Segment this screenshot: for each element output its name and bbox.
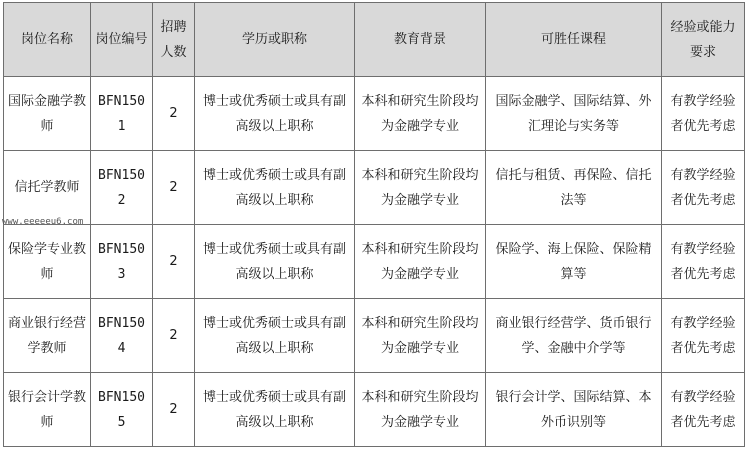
- table-row: [4, 77, 745, 151]
- header-education-background: 教育背景: [355, 3, 486, 77]
- table-row: [4, 225, 745, 299]
- cell-education-background: 本科和研究生阶段均为金融学专业: [355, 225, 486, 299]
- cell-position-name: 保险学专业教师: [4, 225, 91, 299]
- header-row: [4, 3, 745, 77]
- cell-position-code: BFN1504: [91, 299, 153, 373]
- cell-recruit-count: 2: [153, 77, 195, 151]
- cell-courses: 国际金融学、国际结算、外汇理论与实务等: [486, 77, 662, 151]
- header-recruit-count: 招聘人数: [153, 3, 195, 77]
- cell-recruit-count: 2: [153, 299, 195, 373]
- cell-position-code: BFN1502: [91, 151, 153, 225]
- cell-recruit-count: 2: [153, 151, 195, 225]
- cell-degree: 博士或优秀硕士或具有副高级以上职称: [195, 299, 355, 373]
- cell-degree: 博士或优秀硕士或具有副高级以上职称: [195, 77, 355, 151]
- cell-position-name: 信托学教师: [4, 151, 91, 225]
- cell-position-name: 商业银行经营学教师: [4, 299, 91, 373]
- cell-education-background: 本科和研究生阶段均为金融学专业: [355, 299, 486, 373]
- cell-courses: 信托与租赁、再保险、信托法等: [486, 151, 662, 225]
- cell-position-code: BFN1503: [91, 225, 153, 299]
- table-row: [4, 151, 745, 225]
- cell-courses: 保险学、海上保险、保险精算等: [486, 225, 662, 299]
- cell-experience: 有教学经验者优先考虑: [662, 225, 745, 299]
- watermark-text: www.eeeeeu6.com: [2, 217, 84, 227]
- cell-degree: 博士或优秀硕士或具有副高级以上职称: [195, 151, 355, 225]
- cell-position-code: BFN1501: [91, 77, 153, 151]
- header-position-code: 岗位编号: [91, 3, 153, 77]
- recruitment-table: [3, 2, 745, 447]
- cell-education-background: 本科和研究生阶段均为金融学专业: [355, 373, 486, 447]
- cell-position-name: 银行会计学教师: [4, 373, 91, 447]
- cell-recruit-count: 2: [153, 373, 195, 447]
- header-experience: 经验或能力要求: [662, 3, 745, 77]
- cell-experience: 有教学经验者优先考虑: [662, 373, 745, 447]
- cell-position-code: BFN1505: [91, 373, 153, 447]
- cell-education-background: 本科和研究生阶段均为金融学专业: [355, 77, 486, 151]
- cell-education-background: 本科和研究生阶段均为金融学专业: [355, 151, 486, 225]
- header-degree: 学历或职称: [195, 3, 355, 77]
- cell-degree: 博士或优秀硕士或具有副高级以上职称: [195, 373, 355, 447]
- cell-experience: 有教学经验者优先考虑: [662, 77, 745, 151]
- cell-experience: 有教学经验者优先考虑: [662, 299, 745, 373]
- table-row: [4, 299, 745, 373]
- cell-degree: 博士或优秀硕士或具有副高级以上职称: [195, 225, 355, 299]
- cell-courses: 商业银行经营学、货币银行学、金融中介学等: [486, 299, 662, 373]
- cell-recruit-count: 2: [153, 225, 195, 299]
- cell-position-name: 国际金融学教师: [4, 77, 91, 151]
- cell-experience: 有教学经验者优先考虑: [662, 151, 745, 225]
- header-position-name: 岗位名称: [4, 3, 91, 77]
- cell-courses: 银行会计学、国际结算、本外币识别等: [486, 373, 662, 447]
- header-courses: 可胜任课程: [486, 3, 662, 77]
- table-row: [4, 373, 745, 447]
